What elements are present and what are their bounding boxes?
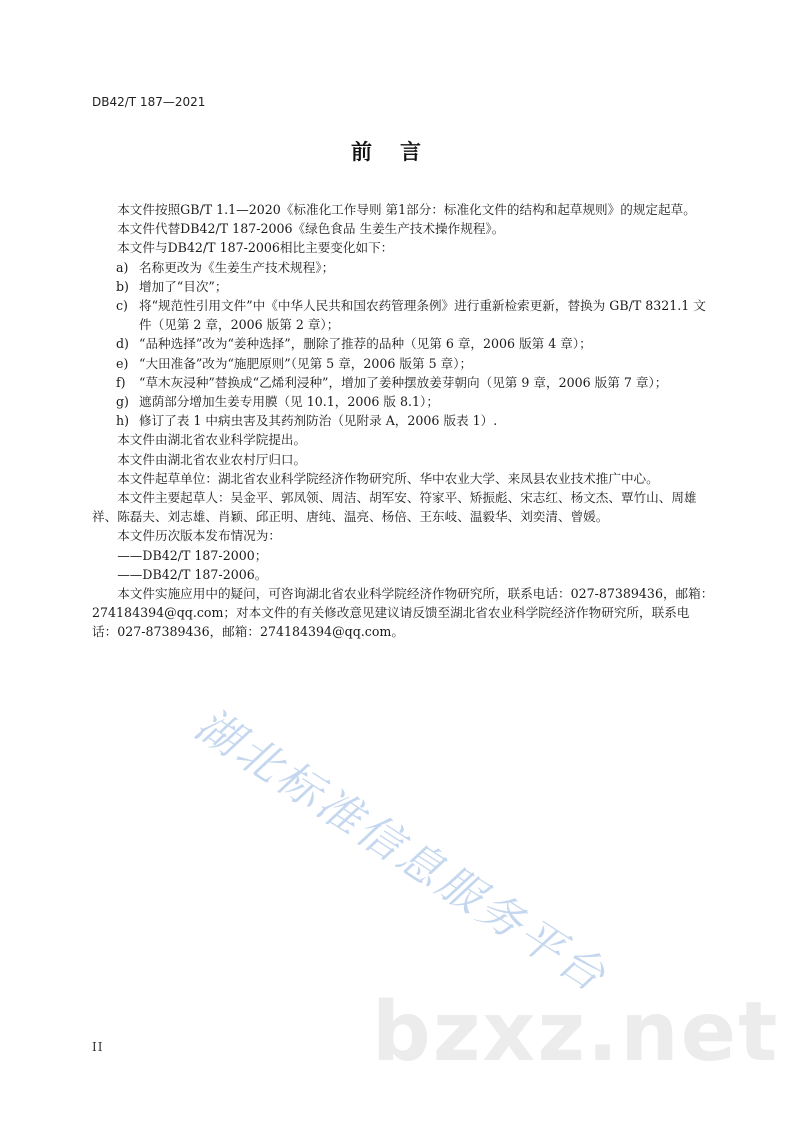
list-item: [92, 354, 714, 373]
paragraph-contact: 本文件实施应用中的疑问，可咨询湖北省农业科学院经济作物研究所，联系电话：027-87389436，邮箱：274184394@qq.com；对本文件的有关修改意见建议请反馈至湖北省农业科学院经济作物研究所，联系电话：027-87389436，邮箱：274184394@qq.com。: [92, 586, 714, 640]
history-item: ——DB42/T 187-2000；: [117, 547, 268, 563]
list-marker: c): [116, 298, 128, 314]
watermark-text-en: bzxz.net: [372, 985, 780, 1080]
paragraph-drafting-units: 本文件起草单位：湖北省农业科学院经济作物研究所、华中农业大学、来凤县农业技术推广中心。: [117, 470, 659, 486]
list-marker: f): [116, 374, 126, 390]
paragraph-changes-intro: 本文件与DB42/T 187-2006相比主要变化如下：: [117, 240, 394, 256]
paragraph-administrator: 本文件由湖北省农业农村厅归口。: [117, 451, 307, 467]
list-item-text: 名称更改为《生姜生产技术规程》；: [139, 259, 335, 275]
list-item: [92, 296, 714, 334]
list-item-text: “草木灰浸种”替换成“乙烯利浸种”，增加了姜种摆放姜芽朝向（见第 9 章，2006 版第 7 章）；: [139, 374, 668, 390]
paragraph-history-intro: 本文件历次版本发布情况为：: [117, 528, 281, 544]
list-marker: d): [116, 336, 129, 352]
list-item: [92, 373, 714, 392]
page-number: II: [92, 1040, 104, 1054]
foreword-body: [92, 200, 714, 642]
list-item: [92, 258, 714, 277]
list-item-text: “品种选择”改为“姜种选择”，删除了推荐的品种（见第 6 章，2006 版第 4 章）；: [139, 336, 592, 352]
paragraph-proposer: 本文件由湖北省农业科学院提出。: [117, 432, 307, 448]
list-item-text: 修订了表 1 中病虫害及其药剂防治（见附录 A，2006 版表 1）.: [139, 413, 498, 429]
list-marker: g): [116, 394, 129, 410]
paragraph-drafting-basis: 本文件按照GB/T 1.1—2020《标准化工作导则 第1部分：标准化文件的结构和起草规则》的规定起草。: [117, 202, 696, 217]
list-item-text: 增加了“目次”；: [139, 278, 228, 294]
list-item-text: 将“规范性引用文件”中《中华人民共和国农药管理条例》进行重新检索更新，替换为 GB/T 8321.1 文件（见第 2 章，2006 版第 2 章）；: [139, 298, 706, 333]
list-marker: e): [116, 355, 129, 371]
page-title: 前言: [351, 140, 449, 164]
document-code: DB42/T 187—2021: [92, 95, 206, 109]
list-item: [92, 411, 714, 430]
list-marker: b): [116, 278, 129, 294]
list-marker: h): [116, 413, 130, 429]
paragraph-replaces: 本文件代替DB42/T 187-2006《绿色食品 生姜生产技术操作规程》。: [117, 221, 505, 237]
list-item-text: 遮荫部分增加生姜专用膜（见 10.1，2006 版 8.1）；: [139, 394, 439, 410]
history-item: ——DB42/T 187-2006。: [117, 566, 268, 582]
list-item: [92, 277, 714, 296]
list-item-text: “大田准备”改为“施肥原则”（见第 5 章，2006 版第 5 章）；: [139, 355, 473, 371]
list-marker: a): [116, 259, 129, 275]
list-item: [92, 392, 714, 411]
changes-list: [92, 258, 714, 431]
paragraph-drafters: 本文件主要起草人：吴金平、郭凤领、周洁、胡军安、符家平、矫振彪、宋志红、杨文杰、覃竹山、周雄祥、陈磊夫、刘志雄、肖颖、邱正明、唐纯、温亮、杨倍、王东岐、温毅华、刘奕清、曾媛。: [92, 490, 697, 525]
watermark-text-cn: 湖北标准信息服务平台: [186, 699, 617, 1004]
list-item: [92, 334, 714, 353]
